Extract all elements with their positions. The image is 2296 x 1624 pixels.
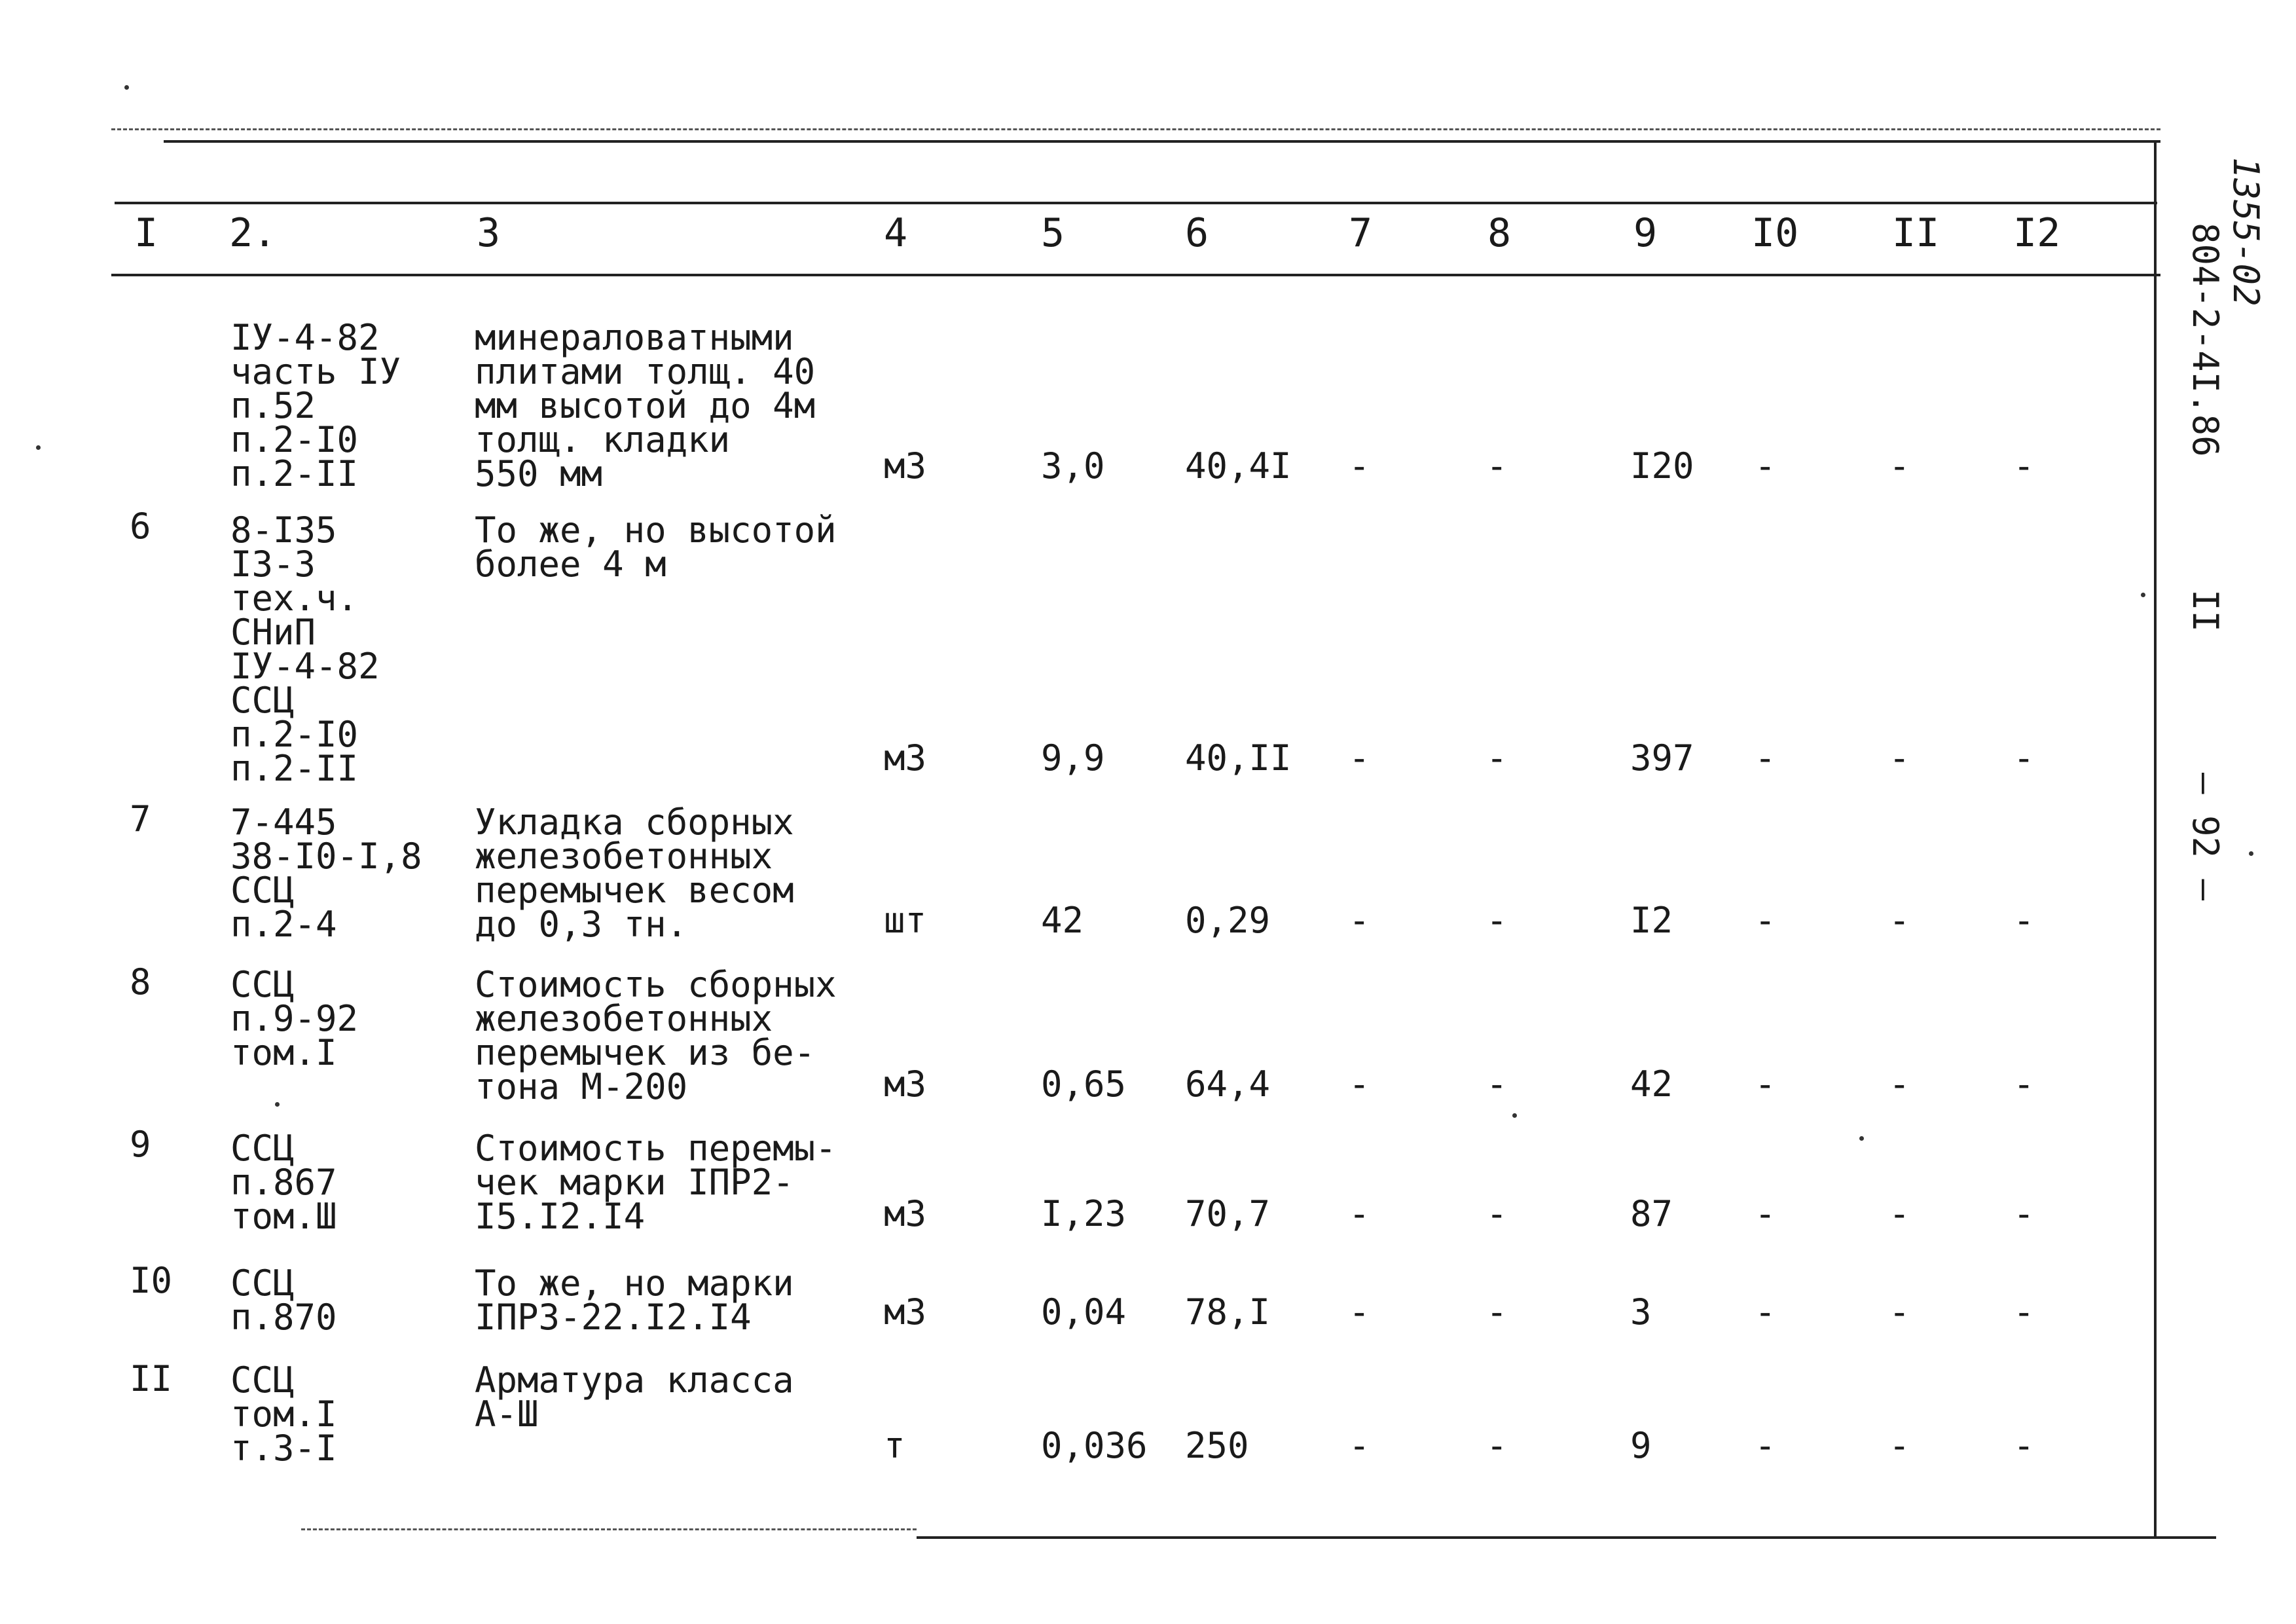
col-header-2: 2.	[229, 210, 277, 256]
row-6-unit: м3	[884, 737, 927, 779]
row-11-num: II	[130, 1358, 173, 1399]
row-7-col12: -	[2013, 900, 2035, 941]
row-1-price: 40,4I	[1185, 445, 1292, 487]
col-header-3: 3	[477, 210, 501, 256]
side-handwritten-code: 1355-02	[2225, 157, 2267, 306]
row-8-unit: м3	[884, 1063, 927, 1105]
row-10-col11: -	[1889, 1291, 1910, 1333]
row-8-col9: 42	[1630, 1063, 1673, 1105]
row-9-col7: -	[1349, 1193, 1370, 1234]
row-10-col9: 3	[1630, 1291, 1652, 1333]
row-6-col10: -	[1755, 737, 1776, 779]
bottom-scan-border	[301, 1528, 917, 1530]
row-6-num: 6	[130, 506, 151, 547]
row-11-col11: -	[1889, 1425, 1910, 1466]
row-9-unit: м3	[884, 1193, 927, 1234]
row-6-col11: -	[1889, 737, 1910, 779]
row-10-unit: м3	[884, 1291, 927, 1333]
col-header-7: 7	[1349, 210, 1373, 256]
row-11-col12: -	[2013, 1425, 2035, 1466]
row-6-qty: 9,9	[1041, 737, 1105, 779]
col-header-10: I0	[1751, 210, 1799, 256]
row-1-desc: минераловатными плитами толщ. 40 мм высотой до 4м толщ. кладки 550 мм	[475, 317, 816, 494]
row-7-desc: Укладка сборных железобетонных перемычек весом до 0,3 тн.	[475, 802, 794, 945]
row-10-num: I0	[130, 1260, 173, 1301]
row-10-desc: То же, но марки IПР3-22.I2.I4	[475, 1263, 794, 1338]
row-11-ref: ССЦ том.I т.3-I	[230, 1359, 337, 1469]
row-8-price: 64,4	[1185, 1063, 1271, 1105]
row-9-desc: Стоимость перемы- чек марки IПР2- I5.I2.I4	[475, 1128, 837, 1237]
row-8-qty: 0,65	[1041, 1063, 1127, 1105]
scan-speck	[2249, 851, 2253, 856]
row-11-unit: т	[884, 1425, 905, 1466]
row-6-price: 40,II	[1185, 737, 1292, 779]
row-9-col8: -	[1486, 1193, 1508, 1234]
row-10-ref: ССЦ п.870	[230, 1263, 337, 1338]
row-1-unit: м3	[884, 445, 927, 487]
row-7-col8: -	[1486, 900, 1508, 941]
col-header-5: 5	[1041, 210, 1065, 256]
col-header-6: 6	[1185, 210, 1209, 256]
row-7-col7: -	[1349, 900, 1370, 941]
right-frame-line	[2154, 141, 2157, 1536]
row-7-qty: 42	[1041, 900, 1084, 941]
row-7-col11: -	[1889, 900, 1910, 941]
side-page-number: — 92 —	[2185, 773, 2226, 901]
row-11-col8: -	[1486, 1425, 1508, 1466]
scan-speck	[1859, 1136, 1864, 1141]
row-9-col9: 87	[1630, 1193, 1673, 1234]
row-6-col7: -	[1349, 737, 1370, 779]
row-7-col10: -	[1755, 900, 1776, 941]
col-header-8: 8	[1487, 210, 1512, 256]
row-1-ref: IУ-4-82 часть IУ п.52 п.2-I0 п.2-II	[230, 317, 401, 494]
row-9-col12: -	[2013, 1193, 2035, 1234]
row-6-col8: -	[1486, 737, 1508, 779]
row-1-col9: I20	[1630, 445, 1694, 487]
row-8-col12: -	[2013, 1063, 2035, 1105]
row-9-qty: I,23	[1041, 1193, 1127, 1234]
row-11-col9: 9	[1630, 1425, 1652, 1466]
row-7-price: 0,29	[1185, 900, 1271, 941]
col-header-1: I	[134, 210, 158, 256]
row-10-col12: -	[2013, 1291, 2035, 1333]
row-11-price: 250	[1185, 1425, 1249, 1466]
row-10-price: 78,I	[1185, 1291, 1271, 1333]
scan-speck	[124, 85, 129, 90]
side-section-mark: II	[2185, 589, 2226, 633]
row-11-col10: -	[1755, 1425, 1776, 1466]
row-8-num: 8	[130, 961, 151, 1003]
col-header-12: I2	[2013, 210, 2061, 256]
row-1-col8: -	[1486, 445, 1508, 487]
row-7-col9: I2	[1630, 900, 1673, 941]
row-6-col9: 397	[1630, 737, 1694, 779]
row-10-col10: -	[1755, 1291, 1776, 1333]
row-8-col10: -	[1755, 1063, 1776, 1105]
row-1-qty: 3,0	[1041, 445, 1105, 487]
header-bottom-line	[111, 274, 2160, 276]
row-8-col7: -	[1349, 1063, 1370, 1105]
row-10-col8: -	[1486, 1291, 1508, 1333]
row-8-ref: ССЦ п.9-92 том.I	[230, 964, 359, 1073]
row-11-desc: Арматура класса А-Ш	[475, 1359, 794, 1435]
row-8-col8: -	[1486, 1063, 1508, 1105]
scan-speck	[1512, 1113, 1517, 1118]
header-top-line	[115, 202, 2157, 204]
row-1-col11: -	[1889, 445, 1910, 487]
row-9-col10: -	[1755, 1193, 1776, 1234]
scan-speck	[275, 1102, 280, 1107]
row-6-ref: 8-I35 I3-3 тех.ч. СНиП IУ-4-82 ССЦ п.2-I0 п.2-II	[230, 509, 380, 789]
row-9-col11: -	[1889, 1193, 1910, 1234]
row-6-col12: -	[2013, 737, 2035, 779]
row-11-qty: 0,036	[1041, 1425, 1148, 1466]
side-document-code: 804-2-4I.86	[2185, 223, 2226, 457]
row-6-desc: То же, но высотой более 4 м	[475, 509, 837, 585]
table-top-line	[164, 140, 2160, 143]
scan-speck	[36, 445, 41, 450]
row-7-ref: 7-445 38-I0-I,8 ССЦ п.2-4	[230, 802, 422, 945]
row-7-unit: шт	[884, 900, 927, 941]
row-9-price: 70,7	[1185, 1193, 1271, 1234]
row-1-col10: -	[1755, 445, 1776, 487]
row-8-desc: Стоимость сборных железобетонных перемычек из бе- тона М-200	[475, 964, 837, 1107]
top-scan-border	[111, 128, 2160, 130]
row-9-num: 9	[130, 1124, 151, 1165]
row-10-col7: -	[1349, 1291, 1370, 1333]
row-1-col12: -	[2013, 445, 2035, 487]
scan-speck	[2141, 593, 2145, 597]
row-1-col7: -	[1349, 445, 1370, 487]
col-header-9: 9	[1633, 210, 1658, 256]
row-11-col7: -	[1349, 1425, 1370, 1466]
row-7-num: 7	[130, 798, 151, 840]
col-header-11: II	[1892, 210, 1940, 256]
row-8-col11: -	[1889, 1063, 1910, 1105]
table-bottom-line	[917, 1536, 2216, 1539]
row-10-qty: 0,04	[1041, 1291, 1127, 1333]
col-header-4: 4	[884, 210, 908, 256]
row-9-ref: ССЦ п.867 том.Ш	[230, 1128, 337, 1237]
